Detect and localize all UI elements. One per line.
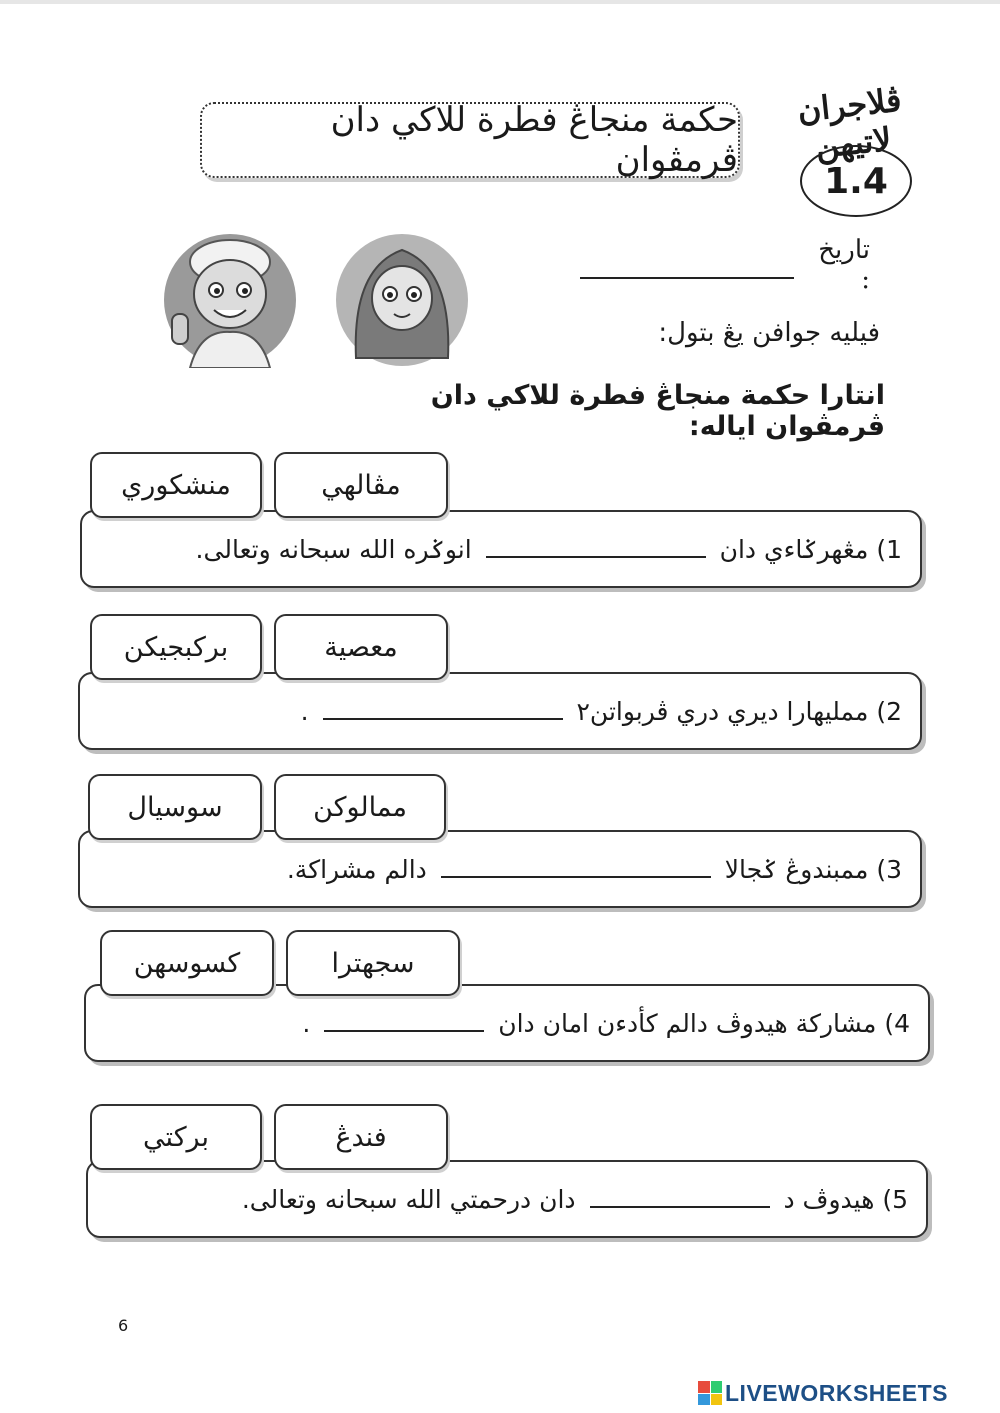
question-1-blank[interactable] [486, 534, 706, 558]
question-4-number: 4) [884, 1009, 910, 1038]
question-2-number: 2) [876, 697, 902, 726]
question-4-after: . [302, 1009, 311, 1038]
instruction-choose: فيليه جوافن يڠ بتول: [658, 318, 880, 348]
section-label: ڤلاجران لاتيهن [795, 80, 904, 166]
option-q1-b[interactable]: مڤالهي [274, 452, 448, 518]
question-3-after: دالم مشراكة. [286, 855, 427, 884]
option-q2-a[interactable]: بركبجيكن [90, 614, 262, 680]
option-q1-a[interactable]: منشكوري [90, 452, 262, 518]
title-box [200, 102, 740, 178]
question-2-text [301, 696, 902, 726]
page-title: حكمة منجاڠ فطرة للاكي دان ڤرمڤوان [330, 100, 738, 180]
question-5-blank[interactable] [590, 1184, 770, 1208]
unit-number: 1.4 [824, 160, 888, 202]
question-5-text [242, 1184, 908, 1214]
page-number: 6 [118, 1316, 129, 1335]
question-3-number: 3) [876, 855, 902, 884]
option-q4-b[interactable]: سجهترا [286, 930, 460, 996]
question-1-number: 1) [876, 535, 902, 564]
question-5-after: دان درحمتي الله سبحانه وتعالى. [241, 1185, 576, 1214]
question-4-before: مشاركة هيدوڤ دالم كأدءن امان دان [498, 1009, 877, 1038]
question-5-before: هيدوڤ د [783, 1185, 875, 1214]
option-q5-b[interactable]: فندڠ [274, 1104, 448, 1170]
question-5-box [86, 1160, 928, 1238]
question-3-text [287, 854, 902, 884]
option-q3-b[interactable]: ممالوكن [274, 774, 446, 840]
option-q5-a[interactable]: بركتي [90, 1104, 262, 1170]
question-2-box [78, 672, 922, 750]
unit-number-badge [800, 145, 912, 217]
question-2-blank[interactable] [323, 696, 563, 720]
option-q4-a[interactable]: كسوسهن [100, 930, 274, 996]
date-row [580, 235, 870, 295]
option-q2-b[interactable]: معصية [274, 614, 448, 680]
brand-name: LIVEWORKSHEETS [725, 1379, 948, 1406]
option-q3-a[interactable]: سوسيال [88, 774, 262, 840]
question-2-before: ممليهارا ديري دري ڤربواتن٢ [576, 697, 869, 726]
question-4-blank[interactable] [324, 1008, 484, 1032]
boy-avatar-illustration [150, 228, 310, 368]
question-1-text [196, 534, 902, 564]
question-5-number: 5) [882, 1185, 908, 1214]
question-4-text [302, 1008, 910, 1038]
girl-avatar-illustration [322, 228, 482, 368]
question-1-after: انوݢره الله سبحانه وتعالى. [195, 535, 472, 564]
question-3-blank[interactable] [441, 854, 711, 878]
date-input-line[interactable] [580, 251, 794, 279]
question-1-box [80, 510, 922, 588]
date-label: تاريخ : [818, 235, 870, 295]
question-1-before: مڠهرݢاءي دان [719, 535, 869, 564]
brand-footer [698, 1378, 998, 1408]
question-3-box [78, 830, 922, 908]
instruction-question: انتارا حكمة منجاڠ فطرة للاكي دان ڤرمڤوان اياله: [430, 380, 885, 442]
question-2-after: . [300, 697, 309, 726]
brand-logo-icon [698, 1381, 722, 1405]
top-border [0, 0, 1000, 4]
question-3-before: ممبندوڠ ݢجالا [724, 855, 869, 884]
